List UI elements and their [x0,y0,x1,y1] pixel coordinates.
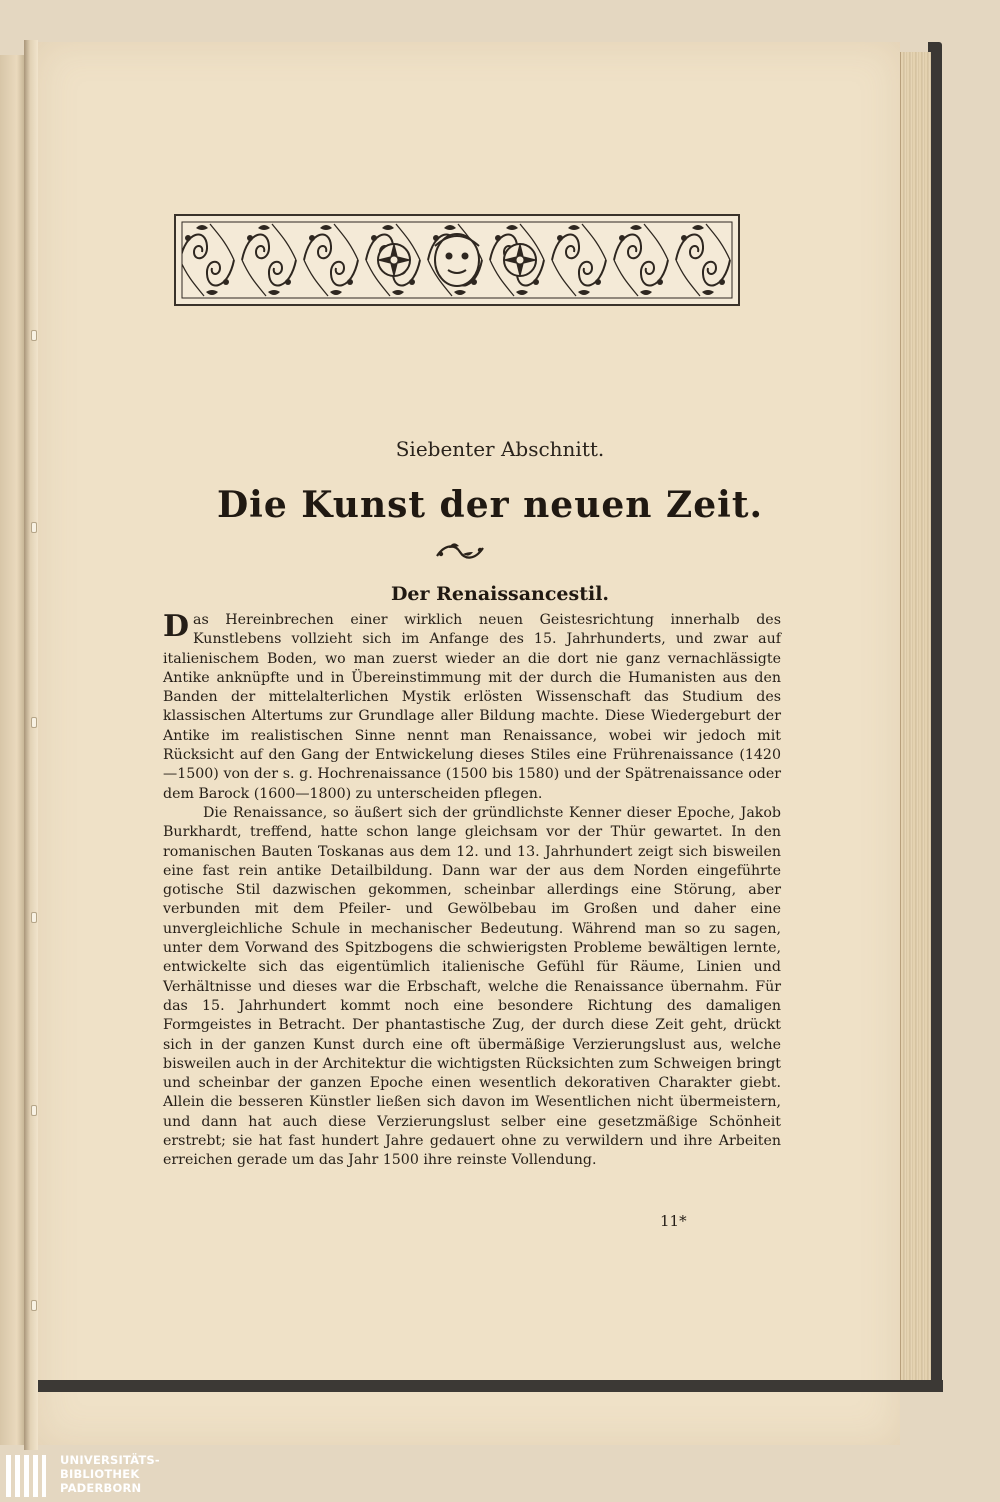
paragraph-1 [163,611,781,804]
library-logo-text [60,1453,160,1495]
binding-stitch [31,912,37,923]
paragraph-1-text: as Hereinbrechen einer wirklich neuen Geistesrichtung innerhalb des Kunstlebens vollzieht sich im Anfange des 15. Jahrhunderts, und zwar auf italienischem Boden, wo man zuerst wieder an die dort nie ganz vernachlässigte Antike anknüpfte und in Übereinstimmung mit der durch die Humanisten aus den Banden der mittelalterlichen Mystik erlösten Wissenschaft das Studium des klassischen Altertums zur Grundlage aller Bildung machte. Diese Wiedergeburt der Antike im realistischen Sinne nennt man Renaissance, wobei wir jedoch mit Rücksicht auf den Gang der Entwickelung dieses Stiles eine Frührenaissance (1420—1500) von der s. g. Hochrenaissance (1500 bis 1580) und der Spätrenaissance oder dem Barock (1600—1800) zu unterscheiden pflegen. [163,612,781,802]
fleuron-icon [433,540,487,562]
logo-line: BIBLIOTHEK [60,1467,140,1481]
paragraph-2: Die Renaissance, so äußert sich der gründlichste Kenner dieser Epoche, Jakob Burkhardt, treffend, hatte schon lange gleichsam vor der Thür gewartet. In den romanischen Bauten Toskanas aus dem 12. und 13. Jahrhundert zeigt sich bisweilen eine fast rein antike Detailbildung. Dann war der aus dem Norden eingeführte gotische Stil dazwischen gekommen, scheinbar allerdings eine Störung, aber verbunden mit dem Pfeiler- und Gewölbebau im Großen und daher eine unvergleichliche Schule in mechanischer Bedeutung. Während man so zu sagen, unter dem Vorwand des Spitzbogens die schwierigsten Probleme bewältigen lernte, entwickelte sich das eigentümlich italienische Gefühl für Räume, Linien und Verhältnisse und dieses war die Erbschaft, welche die Renaissance übernahm. Für das 15. Jahrhundert kommt noch eine besondere Richtung des damaligen Formgeistes in Betracht. Der phantastische Zug, der durch diese Zeit geht, drückt sich in der ganzen Kunst durch eine oft übermäßige Verzierungslust aus, welche bisweilen auch in der Architektur die wichtigsten Rücksichten zum Schweigen bringt und scheinbar der ganzen Epoche einen wesentlich dekorativen Charakter giebt. Allein die besseren Künstler ließen sich davon im Wesentlichen nicht übermeistern, und dann hat auch diese Verzierungslust selber eine gesetzmäßige Schönheit erstrebt; sie hat fast hundert Jahre gedauert ohne zu verwildern und ihre Arbeiten erreichen gerade um das Jahr 1500 ihre reinste Vollendung. [163,804,781,1169]
binding-stitch [31,1300,37,1311]
book-gutter [24,40,38,1450]
logo-line: PADERBORN [60,1481,142,1495]
left-page-edge [0,55,25,1445]
drop-cap: D [163,609,190,644]
section-label: Siebenter Abschnitt. [395,437,605,461]
binding-stitch [31,1105,37,1116]
body-text [163,611,781,1171]
header-ornament [174,214,740,306]
library-logo-icon [4,1453,48,1499]
binding-stitch [31,522,37,533]
library-logo [0,1450,175,1502]
binding-stitch [31,717,37,728]
binding-stitch [31,330,37,341]
logo-line: UNIVERSITÄTS- [60,1453,160,1467]
signature-mark: 11* [660,1212,687,1230]
chapter-subheading: Der Renaissancestil. [390,583,610,605]
page-edges [900,52,931,1382]
book-cover-bottom [38,1380,943,1392]
page-title: Die Kunst der neuen Zeit. [216,484,764,526]
